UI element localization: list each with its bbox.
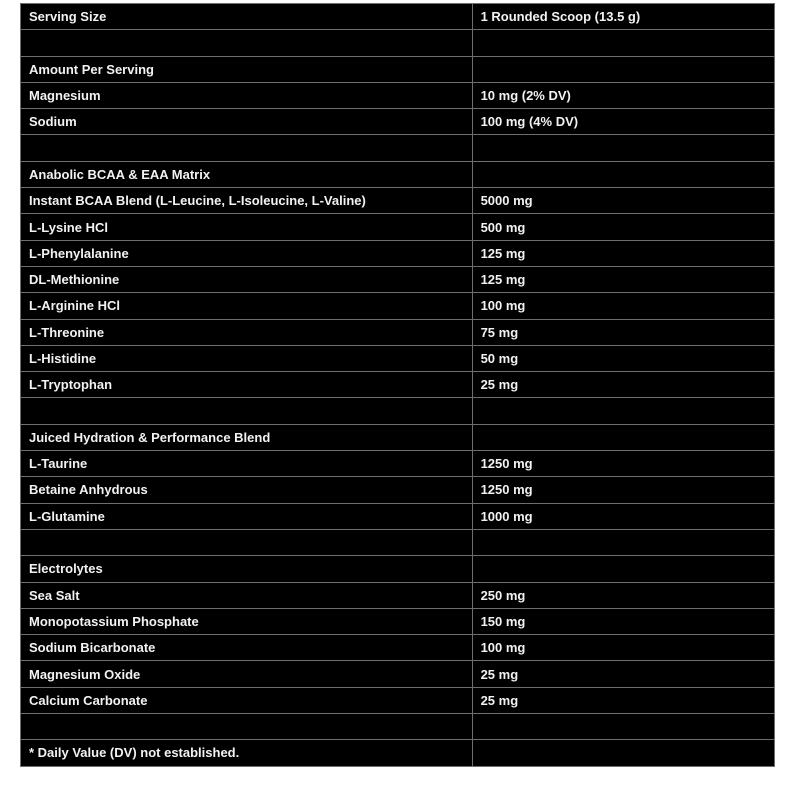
ingredient-name xyxy=(21,30,473,56)
ingredient-name: DL-Methionine xyxy=(21,266,473,292)
table-row xyxy=(21,503,775,529)
table-row xyxy=(21,451,775,477)
ingredient-amount: 5000 mg xyxy=(472,188,774,214)
table-row xyxy=(21,661,775,687)
table-row xyxy=(21,477,775,503)
ingredient-amount: 250 mg xyxy=(472,582,774,608)
serving-size-label: Serving Size xyxy=(21,4,473,30)
table-row xyxy=(21,82,775,108)
ingredient-amount xyxy=(472,714,774,740)
table-row xyxy=(21,214,775,240)
ingredient-name: Sodium xyxy=(21,109,473,135)
spacer-row xyxy=(21,30,775,56)
table-row xyxy=(21,56,775,82)
spacer-row xyxy=(21,135,775,161)
table-row xyxy=(21,582,775,608)
table-row xyxy=(21,188,775,214)
ingredient-name: L-Arginine HCl xyxy=(21,293,473,319)
ingredient-amount xyxy=(472,398,774,424)
ingredient-name xyxy=(21,529,473,555)
ingredient-amount: 500 mg xyxy=(472,214,774,240)
ingredient-amount: 25 mg xyxy=(472,372,774,398)
ingredient-name: Amount Per Serving xyxy=(21,56,473,82)
spacer-row xyxy=(21,529,775,555)
table-row xyxy=(21,293,775,319)
ingredient-name: L-Threonine xyxy=(21,319,473,345)
ingredient-amount xyxy=(472,30,774,56)
table-row xyxy=(21,240,775,266)
ingredient-amount: 1250 mg xyxy=(472,477,774,503)
ingredient-amount: 25 mg xyxy=(472,661,774,687)
supplement-facts-table xyxy=(20,3,775,767)
ingredient-name: Sea Salt xyxy=(21,582,473,608)
footnote-value xyxy=(472,740,774,766)
table-row xyxy=(21,345,775,371)
ingredient-name xyxy=(21,398,473,424)
ingredient-amount: 150 mg xyxy=(472,608,774,634)
table-row xyxy=(21,556,775,582)
ingredient-amount xyxy=(472,424,774,450)
table-row xyxy=(21,635,775,661)
ingredient-amount xyxy=(472,556,774,582)
ingredient-name: L-Glutamine xyxy=(21,503,473,529)
ingredient-amount: 100 mg xyxy=(472,635,774,661)
serving-size-value: 1 Rounded Scoop (13.5 g) xyxy=(472,4,774,30)
table-row xyxy=(21,608,775,634)
ingredient-amount: 1000 mg xyxy=(472,503,774,529)
ingredient-amount xyxy=(472,135,774,161)
ingredient-name: Instant BCAA Blend (L-Leucine, L-Isoleucine, L-Valine) xyxy=(21,188,473,214)
table-row xyxy=(21,319,775,345)
ingredient-amount: 50 mg xyxy=(472,345,774,371)
ingredient-name: Magnesium Oxide xyxy=(21,661,473,687)
ingredient-name: Monopotassium Phosphate xyxy=(21,608,473,634)
ingredient-amount: 125 mg xyxy=(472,240,774,266)
ingredient-name: Magnesium xyxy=(21,82,473,108)
ingredient-amount: 125 mg xyxy=(472,266,774,292)
ingredient-name: L-Taurine xyxy=(21,451,473,477)
ingredient-amount xyxy=(472,56,774,82)
spacer-row xyxy=(21,714,775,740)
ingredient-name: Betaine Anhydrous xyxy=(21,477,473,503)
ingredient-amount: 10 mg (2% DV) xyxy=(472,82,774,108)
table-row xyxy=(21,109,775,135)
ingredient-name: L-Histidine xyxy=(21,345,473,371)
table-row xyxy=(21,424,775,450)
table-row xyxy=(21,687,775,713)
spacer-row xyxy=(21,398,775,424)
ingredient-name: L-Lysine HCl xyxy=(21,214,473,240)
ingredient-name: Sodium Bicarbonate xyxy=(21,635,473,661)
ingredient-amount xyxy=(472,529,774,555)
ingredient-name: L-Phenylalanine xyxy=(21,240,473,266)
footnote-row xyxy=(21,740,775,766)
ingredient-name: Calcium Carbonate xyxy=(21,687,473,713)
ingredient-amount: 100 mg (4% DV) xyxy=(472,109,774,135)
serving-size-row xyxy=(21,4,775,30)
ingredient-name: Anabolic BCAA & EAA Matrix xyxy=(21,161,473,187)
ingredient-amount xyxy=(472,161,774,187)
table-row xyxy=(21,372,775,398)
ingredient-amount: 100 mg xyxy=(472,293,774,319)
ingredient-amount: 25 mg xyxy=(472,687,774,713)
ingredient-name: L-Tryptophan xyxy=(21,372,473,398)
ingredient-name: Electrolytes xyxy=(21,556,473,582)
ingredient-name xyxy=(21,135,473,161)
table-row xyxy=(21,266,775,292)
ingredient-name xyxy=(21,714,473,740)
ingredient-amount: 1250 mg xyxy=(472,451,774,477)
ingredient-amount: 75 mg xyxy=(472,319,774,345)
footnote-text: * Daily Value (DV) not established. xyxy=(21,740,473,766)
ingredient-name: Juiced Hydration & Performance Blend xyxy=(21,424,473,450)
table-row xyxy=(21,161,775,187)
